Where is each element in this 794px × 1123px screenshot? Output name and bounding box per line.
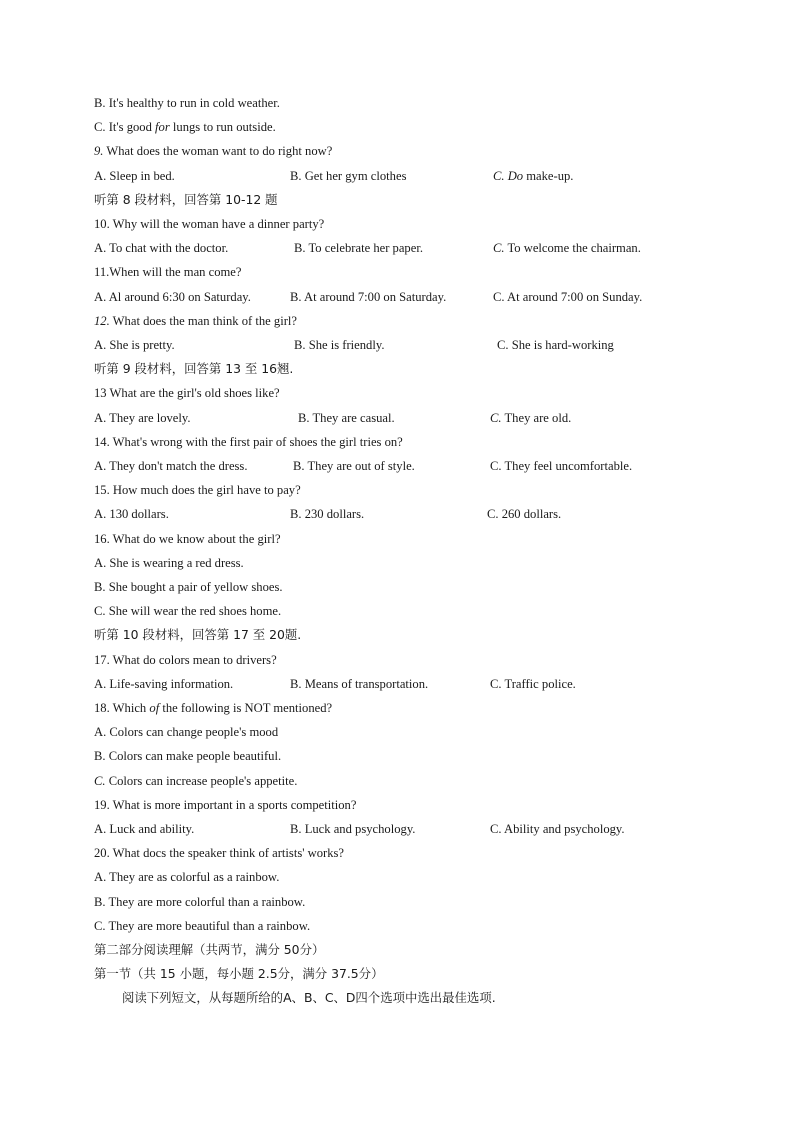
line-text [94,941,324,959]
text-run: B. They are out of style. [293,459,415,473]
text-run: A. Colors can change people's mood [94,725,279,740]
text-run: C. It's good [94,120,156,135]
answer-option [294,336,384,354]
text-run: make-up. [523,168,574,183]
answer-option [490,457,632,475]
text-run: A. Luck and ability. [94,822,195,836]
line-text [94,263,241,281]
answer-option [493,167,573,185]
answer-option [290,820,415,838]
text-run: B. She is friendly. [294,338,385,352]
answer-option [94,505,169,523]
text-run: B. Means of transportation. [290,676,429,691]
text-run: 听第 9 段材料，回答第 13 至 16翘. [94,361,294,377]
answer-option [293,457,415,475]
line-text [94,360,293,378]
answer-option [94,457,247,475]
text-run: A. She is pretty. [94,338,175,352]
answer-option [298,409,395,427]
text-run: A. 130 dollars. [94,507,169,522]
answer-option [490,409,571,427]
line-text [94,796,356,814]
answer-option [94,675,233,693]
line-text [94,384,280,402]
text-run: A. Life-saving information. [94,676,234,691]
answer-option [490,820,625,838]
text-run: C. She will wear the red shoes home. [94,604,282,619]
answer-option [290,167,406,185]
line-text [94,554,244,572]
text-run: the following is NOT mentioned? [159,701,333,715]
text-run: 16. What do we know about the girl? [94,531,281,546]
line-text [94,94,280,112]
answer-option [290,675,428,693]
italic-run: 12. [94,313,110,328]
text-run: lungs to run outside. [169,120,276,135]
italic-run: C. Do [493,168,524,183]
line-text [94,433,403,451]
text-run: 13 What are the girl's old shoes like? [94,386,280,401]
line-text [94,723,278,741]
text-run: B. At around 7:00 on Saturday. [290,289,447,304]
text-run: A. She is wearing a red dress. [94,555,244,570]
text-run: 17. What do colors mean to drivers? [94,652,277,667]
answer-option [94,336,175,354]
answer-option [490,675,576,693]
line-text [94,578,283,596]
text-run: B. She bought a pair of yellow shoes. [94,580,283,594]
text-run: B. They are more colorful than a rainbow. [94,894,306,909]
text-run: C. Ability and psychology. [490,822,625,836]
text-run: 11.When will the man come? [94,265,242,280]
text-run: A. Sleep in bed. [94,168,175,183]
line-text [94,893,305,911]
text-run: 10. Why will the woman have a dinner party? [94,217,325,231]
line-text [94,215,324,233]
line-text [94,651,277,669]
answer-option [94,288,251,306]
text-run: They are old. [501,410,572,425]
italic-run: 9. [94,144,104,159]
italic-run: C. [94,773,106,788]
text-run: 第二部分阅读理解（共两节，满分 50分） [94,942,325,957]
answer-option [290,505,364,523]
italic-run: C. [493,241,505,256]
answer-option [294,239,423,257]
answer-option [94,409,191,427]
line-text [94,481,301,499]
answer-option [94,820,194,838]
text-run: 阅读下列短文，从每题所给的A、B、C、D四个选项中选出最佳选项. [122,990,496,1006]
answer-option [497,336,614,354]
text-run: 听第 8 段材料，回答第 10-12 题 [94,191,278,207]
text-run: 20. What docs the speaker think of artists' works? [94,846,345,861]
line-text [94,312,297,330]
text-run: 14. What's wrong with the first pair of shoes the girl tries on? [94,434,403,449]
line-text [94,602,281,620]
line-text [94,844,344,862]
line-text [94,191,278,209]
text-run: A. Al around 6:30 on Saturday. [94,289,251,304]
text-run: To welcome the chairman. [504,241,641,256]
answer-option [94,167,175,185]
text-run: A. They don't match the dress. [94,459,248,473]
text-run: B. Luck and psychology. [290,822,416,836]
answer-option [493,288,642,306]
text-run: B. To celebrate her paper. [294,241,423,256]
text-run: 19. What is more important in a sports competition? [94,797,357,812]
text-run: C. 260 dollars. [487,507,562,522]
text-run: C. Traffic police. [490,676,576,691]
text-run: 15. How much does the girl have to pay? [94,483,301,498]
answer-option [290,288,446,306]
italic-run: for [155,120,170,135]
text-run: 第一节（共 15 小题，每小题 2.5分，满分 37.5分） [94,966,384,982]
text-run: C. At around 7:00 on Sunday. [493,289,643,304]
text-run: A. They are lovely. [94,410,191,425]
text-run: A. They are as colorful as a rainbow. [94,870,280,885]
text-run: 18. Which [94,701,150,715]
line-text [94,772,297,790]
text-run: What does the woman want to do right now? [103,144,333,159]
line-text [94,917,310,935]
text-run: B. Colors can make people beautiful. [94,749,282,764]
text-run: B. It's healthy to run in cold weather. [94,96,280,110]
text-run: C. She is hard-working [497,338,614,352]
text-run: 听第 10 段材料，回答第 17 至 20题. [94,627,302,643]
text-run: B. They are casual. [298,410,395,425]
line-text [94,626,301,644]
line-text [94,868,279,886]
line-text [94,118,276,136]
text-run: C. They are more beautiful than a rainbow. [94,918,311,933]
text-run: B. Get her gym clothes [290,168,407,183]
line-text [94,965,383,983]
text-run: What does the man think of the girl? [109,313,297,328]
line-text [94,530,281,548]
answer-option [487,505,561,523]
text-run: B. 230 dollars. [290,507,365,522]
text-run: A. To chat with the doctor. [94,241,229,256]
text-run: C. They feel uncomfortable. [490,459,633,473]
answer-option [94,239,228,257]
line-text [122,989,496,1007]
line-text [94,142,332,160]
line-text [94,747,281,765]
italic-run: of [149,701,160,715]
answer-option [493,239,641,257]
line-text [94,699,332,717]
text-run: Colors can increase people's appetite. [105,773,298,788]
italic-run: C. [490,410,502,425]
